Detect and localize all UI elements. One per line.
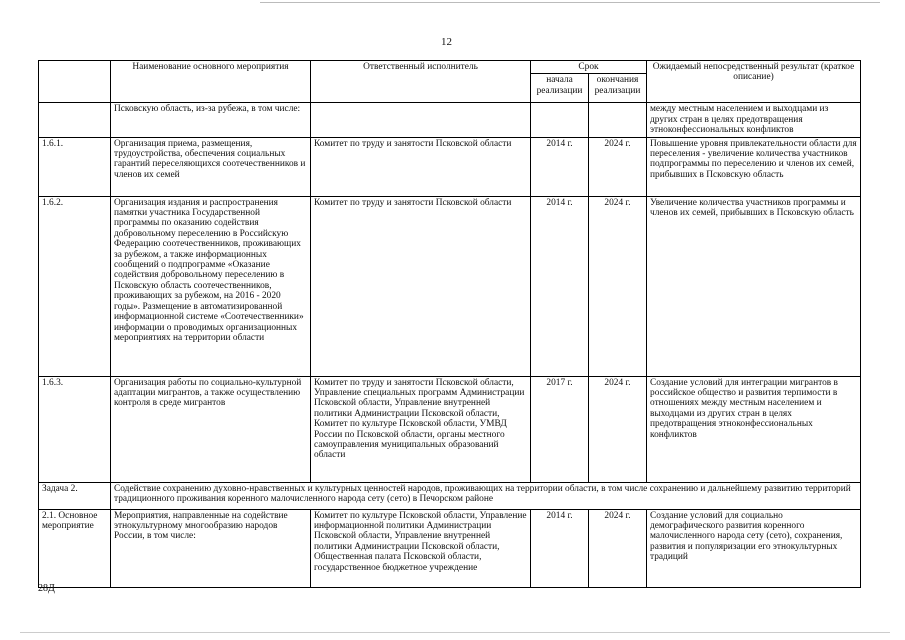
scan-bottom-edge xyxy=(20,632,890,633)
task-text: Содействие сохранению духовно-нравственных и культурных ценностей народов, проживающих на территории области, в том числе сохранению и дальнейшему развитию территорий традиционного проживания коренного малочисленного народа сету (сето) в Печорском районе xyxy=(111,482,861,509)
row-responsible xyxy=(311,103,531,137)
row-num: 2.1. Основное мероприятие xyxy=(39,509,111,587)
header-name: Наименование основного мероприятия xyxy=(111,61,311,103)
row-result: Создание условий для социально демографического развития коренного малочисленного народа сету (сето), сохранения, развития и популяризации его этнокультурных традиций xyxy=(647,509,861,587)
page-number: 12 xyxy=(441,36,452,48)
row-result: Повышение уровня привлекательности области для переселения - увеличение количества участников подпрограммы по переселению и членов их семей, прибывших в Псковскую область xyxy=(647,137,861,196)
task-row xyxy=(39,482,861,509)
row-end: 2024 г. xyxy=(589,376,647,482)
row-result: между местным населением и выходцами из других стран в целях предотвращения этноконфессиональных конфликтов xyxy=(647,103,861,137)
header-result: Ожидаемый непосредственный результат (краткое описание) xyxy=(647,61,861,103)
header-responsible: Ответственный исполнитель xyxy=(311,61,531,103)
row-num: 1.6.3. xyxy=(39,376,111,482)
row-name: Организация работы по социально-культурной адаптации мигрантов, а также осуществлению контроля в среде мигрантов xyxy=(111,376,311,482)
header-end: окончания реализации xyxy=(589,74,647,103)
row-result: Создание условий для интеграции мигрантов в российское общество и развития терпимости в отношениях между местным населением и выходцами из других стран в целях предотвращения этноконфессиональных конфликтов xyxy=(647,376,861,482)
task-label: Задача 2. xyxy=(39,482,111,509)
table-row xyxy=(39,196,861,376)
row-end: 2024 г. xyxy=(589,509,647,587)
row-name: Мероприятия, направленные на содействие этнокультурному многообразию народов России, в том числе: xyxy=(111,509,311,587)
row-end xyxy=(589,103,647,137)
row-responsible: Комитет по труду и занятости Псковской области xyxy=(311,137,531,196)
row-num xyxy=(39,103,111,137)
row-name: Организация издания и распространения памятки участника Государственной программы по оказанию содействия добровольному переселению в Российскую Федерацию соотечественников, проживающих за рубежом, а также информационных сообщений о подпрограмме «Оказание содействия добровольному переселению в Псковскую область соотечественников, проживающих за рубежом, на 2016 - 2020 годы». Размещение в автоматизированной информационной системе «Соотечественники» информации о проводимых организационных мероприятиях на территории области xyxy=(111,196,311,376)
row-name: Организация приема, размещения, трудоустройства, обеспечения социальных гарантий переселяющихся соотечественников и членов их семей xyxy=(111,137,311,196)
document-code: 28Д xyxy=(38,583,55,594)
table-row xyxy=(39,103,861,137)
scan-top-edge xyxy=(260,2,880,3)
row-start: 2017 г. xyxy=(531,376,589,482)
row-end: 2024 г. xyxy=(589,137,647,196)
table-row xyxy=(39,137,861,196)
table-row xyxy=(39,509,861,587)
table-row xyxy=(39,376,861,482)
row-start: 2014 г. xyxy=(531,509,589,587)
row-num: 1.6.2. xyxy=(39,196,111,376)
row-responsible: Комитет по труду и занятости Псковской области xyxy=(311,196,531,376)
row-num: 1.6.1. xyxy=(39,137,111,196)
row-start: 2014 г. xyxy=(531,196,589,376)
row-start xyxy=(531,103,589,137)
header-start: начала реализации xyxy=(531,74,589,103)
row-start: 2014 г. xyxy=(531,137,589,196)
activities-table xyxy=(38,60,861,588)
row-result: Увеличение количества участников программы и членов их семей, прибывших в Псковскую область xyxy=(647,196,861,376)
row-responsible: Комитет по труду и занятости Псковской области, Управление специальных программ Администрации Псковской области, Управление внутренней политики Администрации Псковской области, Комитет по культуре Псковской области, УМВД России по Псковской области, органы местного самоуправления муниципальных образований области xyxy=(311,376,531,482)
row-name: Псковскую область, из-за рубежа, в том числе: xyxy=(111,103,311,137)
header-row xyxy=(39,61,861,74)
header-num xyxy=(39,61,111,103)
header-term: Срок xyxy=(531,61,647,74)
row-end: 2024 г. xyxy=(589,196,647,376)
row-responsible: Комитет по культуре Псковской области, Управление информационной политики Администрации Псковской области, Управление внутренней политики Администрации Псковской области, Общественная палата Псковской области, государственное бюджетное учреждение xyxy=(311,509,531,587)
